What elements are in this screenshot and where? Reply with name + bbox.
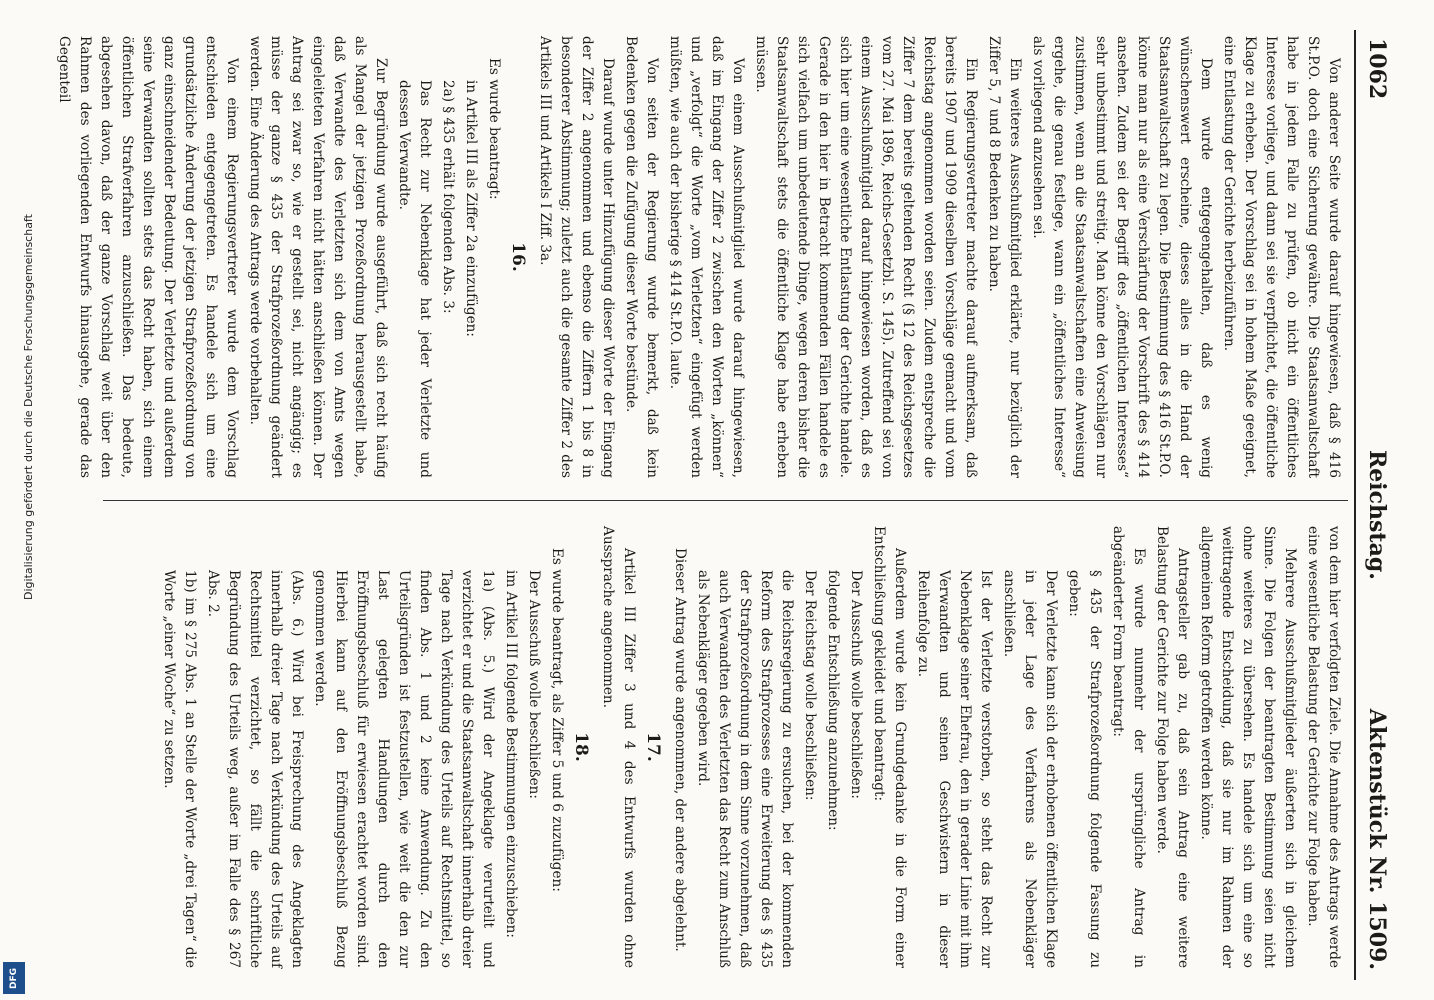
sidebar	[0, 0, 40, 1000]
paragraph: Es wurde beantragt:	[486, 58, 502, 200]
paragraph: Das Recht zur Nebenklage hat jeder Verletzte und dessen Verwandte.	[396, 80, 433, 478]
paragraph: Dieser Antrag wurde angenommen, der andere abgelehnt.	[672, 548, 688, 952]
paragraph: Ein Regierungsvertreter machte darauf aufmerksam, daß bereits 1907 und 1909 dieselben Vorschläge gemacht und vom Reichstag angenommen worden seien. Zudem entspreche die Ziffer 7 dem bereits geltenden Recht (§ 12 des Reichsgesetzes vom 27. Mai 1896, Reichs-Gesetzbl. S. 145). Zutreffend sei von einem Ausschußmitglied darauf hingewiesen worden, daß es sich hier um eine wesentliche Entlastung der Gerichte handele. Gerade in den hier in Betracht kommenden Fällen handele es sich vielfach um unbedeutende Dinge, wegen deren bisher die Staatsanwaltschaft stets die öffentliche Klage habe erheben müssen.	[753, 36, 979, 478]
section-number: 18.	[571, 732, 591, 762]
left-column	[56, 36, 1344, 478]
section-number: 17.	[643, 732, 663, 762]
paragraph: Von einem Ausschußmitglied wurde darauf hingewiesen, daß im Eingang der Ziffer 2 zwischen den Worten „können“ und „verfolgt“ die Worte „vom Verletzten“ eingefügt werden müßten, wie auch der bisherige § 414 St.P.O. laute.	[667, 36, 746, 478]
section-number: 16.	[508, 242, 528, 272]
paragraph: Zur Begründung wurde ausgeführt, daß sich recht häufig als Mangel der jetzigen Prozeßordnung herausgestellt habe, daß Verwandte des Verletzten sich dem von Amts wegen eingeleiteten Verfahren nicht hätten anschließen können. Der Antrag sei zwar so, wie er gestellt sei, nicht angängig; es müsse der ganze § 435 der Strafprozeßordnung geändert werden. Eine Änderung des Antrags werde vorbehalten.	[247, 36, 389, 478]
dfg-logo-icon: DFG	[3, 962, 25, 994]
paragraph: (Abs. 6.) Wird bei Freisprechung des Angeklagten innerhalb dreier Tage nach Verkündung des Urteils auf Rechtsmittel verzichtet, so fällt die schriftliche Begründung des Urteils weg, außer im Falle des § 267 Abs. 2.	[205, 570, 305, 968]
paragraph: von dem hier verfolgten Ziele. Die Annahme des Antrags werde eine wesentliche Belastung der Gerichte zur Folge haben.	[1305, 526, 1342, 968]
column-divider	[103, 500, 1348, 501]
paragraph: Darauf wurde unter Hinzufügung dieser Worte der Eingang der Ziffer 2 angenommen und ebenso die Ziffern 1 bis 8 in besonderer Abstimmung; zuletzt auch die gesamte Ziffer 2 des Artikels III und Artikels I Ziff. 3a.	[537, 36, 616, 478]
paragraph: Der Ausschuß wolle beschließen:	[526, 570, 542, 799]
paragraph: im Artikel III folgende Bestimmungen einzuschieben:	[503, 570, 519, 939]
paragraph: Von anderer Seite wurde darauf hingewiesen, daß § 416 St.P.O. doch eine Sicherung gewähre. Die Staatsanwaltschaft habe in jedem Falle zu prüfen, ob nicht ein öffentliches Interesse vorliege, und dann sei sie verpflichtet, die öffentliche Klage zu erheben. Der Vorschlag sei in hohem Maße geeignet, eine Entlastung der Gerichte herbeizuführen.	[1221, 36, 1342, 478]
paragraph: 1a) (Abs. 5.) Wird der Angeklagte verurteilt und verzichtet er und die Staatsanwaltschaft innerhalb dreier Tage nach Verkündung des Urteils auf Rechtsmittel, so finden Abs. 1 und 2 keine Anwendung. Zu den Urteilsgründen ist festzustellen, wie weit die den zur Last gelegten Handlungen durch den Eröffnungsbeschluß für erwiesen erachtet worden sind. Hierbei kann auf den Eröffnungsbeschluß Bezug genommen werden.	[312, 570, 496, 968]
paragraph: folgende Entschließung anzunehmen:	[825, 570, 841, 831]
paragraph: Ist der Verletzte verstorben, so steht das Recht zur Nebenklage seiner Ehefrau, den in gerader Linie mit ihm Verwandten und seinen Geschwistern in dieser Reihenfolge zu.	[915, 570, 994, 968]
paragraph: § 435 der Strafprozeßordnung folgende Fassung zu geben:	[1066, 570, 1103, 968]
paragraph: Es wurde nunmehr der ursprüngliche Antrag in abgeänderter Form beantragt:	[1110, 526, 1147, 968]
paragraph: Antragsteller gab zu, daß sein Antrag eine weitere Belastung der Gerichte zur Folge haben werde.	[1154, 526, 1191, 968]
paragraph: Von einem Regierungsvertreter wurde dem Vorschlag entschieden entgegengetreten. Es handele sich um eine grundsätzliche Änderung der jetzigen Strafprozeßordnung von ganz einschneidender Bedeutung. Der Verletzte und außerdem seine Verwandten sollten stets das Recht haben, sich einem öffentlichen Strafverfahren anzuschließen. Das bedeute, abgesehen davon, daß der ganze Vorschlag weit über den Rahmen des vorliegenden Entwurfs hinausgehe, gerade das Gegenteil	[56, 36, 240, 478]
paragraph: 1b) im § 275 Abs. 1 an Stelle der Worte „drei Tagen“ die Worte „einer Woche“ zu setzen.	[161, 570, 198, 968]
scanned-page	[56, 30, 1392, 980]
paragraph: Artikel III Ziffer 3 und 4 des Entwurfs wurden ohne Aussprache angenommen.	[600, 526, 637, 968]
paragraph: Der Reichstag wolle beschließen:	[802, 570, 818, 801]
paragraph: Es wurde beantragt, als Ziffer 5 und 6 zuzufügen:	[549, 548, 565, 892]
paragraph: Von seiten der Regierung wurde bemerkt, daß kein Bedenken gegen die Zufügung dieser Worte bestünde.	[623, 36, 660, 478]
right-column	[104, 526, 1344, 968]
paragraph: Dem wurde entgegengehalten, daß es wenig wünschenswert erscheine, dieses alles in die Hand der Staatsanwaltschaft zu legen. Die Bestimmung des § 416 St.P.O. könne man nur als eine Verschärfung der Vorschrift des § 414 ansehen. Zudem sei der Begriff des „öffentlichen Interesses“ sehr unbestimmt und streitig. Man könne den Vorschlägen nur zustimmen, wenn an die Staatsanwaltschaften eine Anweisung ergehe, die genau festlege, wann ein „öffentliches Interesse“ als vorliegend anzusehen sei.	[1030, 36, 1214, 478]
page-number: 1062	[1364, 38, 1390, 100]
paragraph: Mehrere Ausschußmitglieder äußerten sich in gleichem Sinne. Die Folgen der beantragten Bestimmung seien nicht ohne weiteres zu übersehen. Es handele sich um eine so weittragende Entscheidung, daß sie nur im Rahmen der allgemeinen Reform getroffen werden könne.	[1198, 526, 1298, 968]
header-title: Reichstag.	[1364, 450, 1390, 580]
paragraph: 2a) § 435 erhält folgenden Abs. 3:	[440, 80, 456, 314]
paragraph: Der Verletzte kann sich der erhobenen öffentlichen Klage in jeder Lage des Verfahrens als Nebenkläger anschließen.	[1001, 570, 1059, 968]
page-header	[1354, 30, 1392, 980]
digitization-credit: Digitalisierung gefördert durch die Deutsche Forschungsgemeinschaft	[22, 214, 35, 600]
paragraph: Ein weiteres Ausschußmitglied erklärte, nur bezüglich der Ziffer 5, 7 und 8 Bedenken zu haben.	[986, 36, 1023, 478]
paragraph: in Artikel III als Ziffer 2a einzufügen:	[463, 80, 479, 338]
paragraph: die Reichsregierung zu ersuchen, bei der kommenden Reform des Strafprozesses eine Erweiterung des § 435 der Strafprozeßordnung in dem Sinne vorzunehmen, daß auch Verwandten des Verletzten das Recht zum Anschluß als Nebenkläger gegeben wird.	[695, 570, 795, 968]
paragraph: Der Ausschuß wolle beschließen:	[848, 570, 864, 799]
paragraph: Außerdem wurde kein Grundgedanke in die Form einer Entschließung gekleidet und beantragt:	[871, 526, 908, 968]
document-number: Aktenstück Nr. 1509.	[1364, 708, 1390, 970]
